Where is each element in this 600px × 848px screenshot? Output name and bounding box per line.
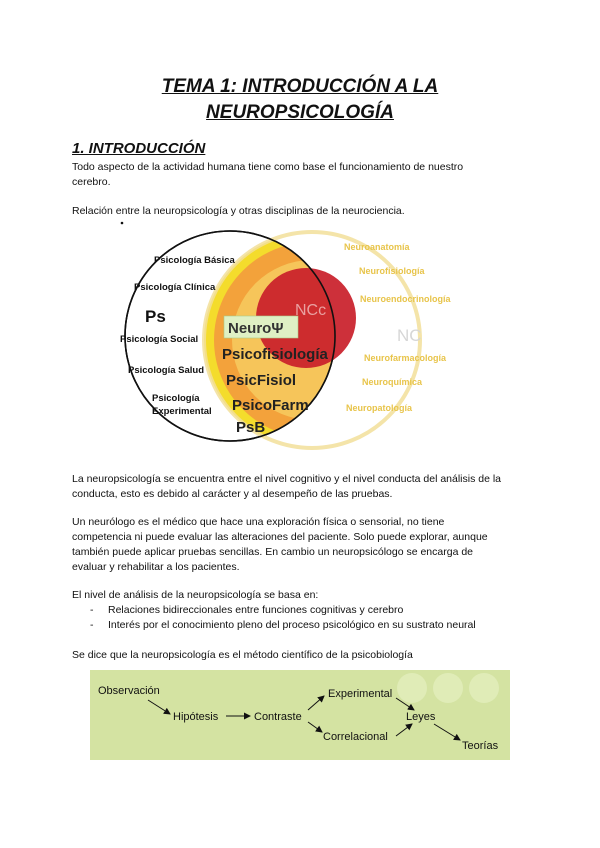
p2-line-3: también puede aplicar pruebas sencillas. En cambio un neuropsicólogo se encarga de xyxy=(72,546,474,558)
section-heading: 1. INTRODUCCIÓN xyxy=(72,140,206,157)
intro-paragraph xyxy=(72,160,532,190)
paragraph-metodo: Se dice que la neuropsicología es el método científico de la psicobiología xyxy=(72,649,413,661)
right-item-neuroquimica: Neuroquímica xyxy=(362,377,423,387)
flow-experimental: Experimental xyxy=(328,688,393,700)
p1-line-1: La neuropsicología se encuentra entre el nivel cognitivo y el nivel conducta del análisis de la xyxy=(72,473,502,485)
p2-line-1: Un neurólogo es el médico que hace una exploración física o sensorial, no tiene xyxy=(72,516,445,528)
flow-hipotesis: Hipótesis xyxy=(173,711,219,723)
right-item-neurofisiologia: Neurofisiología xyxy=(359,266,425,276)
relation-paragraph: Relación entre la neuropsicología y otras disciplinas de la neurociencia. xyxy=(72,205,405,217)
flow-correlacional: Correlacional xyxy=(323,731,388,743)
bullet-item: - Interés por el conocimiento pleno del proceso psicológico en su sustrato neural xyxy=(90,619,476,631)
right-item-neuropatologia: Neuropatología xyxy=(346,403,413,413)
left-item-psicologia-experimental-2: Experimental xyxy=(152,406,212,417)
center-item-psicfisiol: PsicFisiol xyxy=(226,372,297,389)
left-circle-dot xyxy=(121,222,124,225)
right-item-neurofarmacologia: Neurofarmacología xyxy=(364,353,447,363)
bullet-text-2: Interés por el conocimiento pleno del proceso psicológico en su sustrato neural xyxy=(108,619,476,631)
title-line-2: NEUROPSICOLOGÍA xyxy=(206,102,394,123)
page-title xyxy=(0,74,600,126)
scientific-method-diagram xyxy=(90,670,510,760)
center-item-psicofisiologia: Psicofisiología xyxy=(222,346,328,363)
center-item-neuropsi: NeuroΨ xyxy=(228,320,284,337)
flow-teorias: Teorías xyxy=(462,740,499,752)
bullet-text-1: Relaciones bidireccionales entre funciones cognitivas y cerebro xyxy=(108,604,404,616)
nc-label: NC xyxy=(397,326,422,345)
left-item-psicologia-salud: Psicología Salud xyxy=(128,365,205,376)
flow-observacion: Observación xyxy=(98,685,160,697)
flow-leyes: Leyes xyxy=(406,711,436,723)
paragraph-neurologo xyxy=(72,515,542,575)
paragraph-nivel xyxy=(72,472,542,502)
left-item-psicologia-social: Psicología Social xyxy=(120,334,199,345)
intro-line-2: cerebro. xyxy=(72,176,111,188)
right-item-neuroanatomia: Neuroanatomía xyxy=(344,242,410,252)
p2-line-4: evaluar y rehabilitar a los pacientes. xyxy=(72,561,240,573)
ncc-label: NCc xyxy=(295,302,327,319)
center-item-psicofarm: PsicoFarm xyxy=(232,397,309,414)
p2-line-2: competencia ni puede evaluar las alteraciones del paciente. Solo puede explorar, aunque xyxy=(72,531,488,543)
bullet-item: - Relaciones bidireccionales entre funciones cognitivas y cerebro xyxy=(90,604,404,616)
title-line-1: TEMA 1: INTRODUCCIÓN A LA xyxy=(161,76,439,97)
intro-line-1: Todo aspecto de la actividad humana tiene como base el funcionamiento de nuestro xyxy=(72,161,464,173)
center-item-psb: PsB xyxy=(236,419,266,436)
left-item-psicologia-basica: Psicología Básica xyxy=(154,255,235,266)
right-item-neuroendocrinologia: Neuroendocrinología xyxy=(360,294,451,304)
left-item-psicologia-clinica: Psicología Clínica xyxy=(134,282,216,293)
venn-diagram xyxy=(110,218,451,460)
flow-contraste: Contraste xyxy=(254,711,302,723)
left-item-psicologia-experimental-1: Psicología xyxy=(152,393,200,404)
ps-label: Ps xyxy=(145,307,166,326)
paragraph-analisis: El nivel de análisis de la neuropsicología se basa en: xyxy=(72,589,319,601)
p1-line-2: conducta, esto es debido al carácter y al desempeño de las pruebas. xyxy=(72,488,393,500)
